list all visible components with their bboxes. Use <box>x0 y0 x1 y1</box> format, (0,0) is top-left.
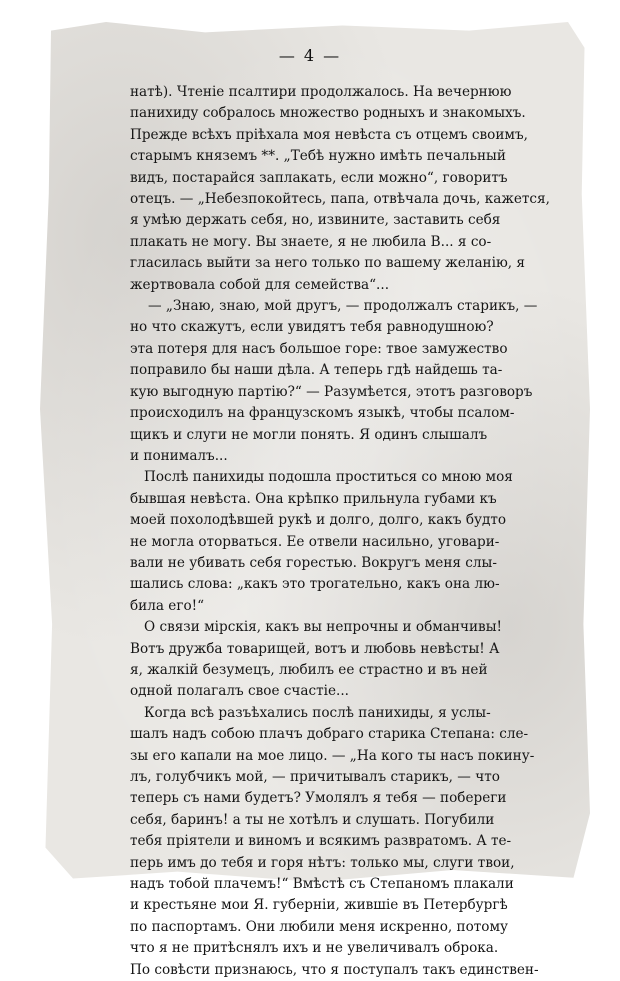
text-line: теперь съ нами будетъ? Умолялъ я тебя — побереги <box>130 790 507 807</box>
text-line: По совѣсти признаюсь, что я поступалъ такъ единствен- <box>130 961 539 978</box>
text-line: поправило бы наши дѣла. А теперь гдѣ найдешь та- <box>130 362 503 379</box>
text-line: щикъ и слуги не могли понять. Я одинъ слышалъ <box>130 426 488 443</box>
paragraph <box>130 467 550 617</box>
text-line: отецъ. — „Небезпокойтесь, папа, отвѣчала дочь, кажется, <box>130 191 550 208</box>
text-line: Прежде всѣхъ пріѣхала моя невѣста съ отцемъ своимъ, <box>130 126 528 143</box>
paragraph <box>130 296 550 467</box>
paragraph <box>130 82 550 296</box>
text-line: надъ тобой плачемъ!“ Вмѣстѣ съ Степаномъ плакали <box>130 876 514 893</box>
text-line: О связи мірскія, какъ вы непрочны и обманчивы! <box>144 619 502 636</box>
text-line: эта потеря для насъ большое горе: твое замужество <box>130 340 508 357</box>
page-number: — 4 — <box>278 46 342 65</box>
text-line: Когда всѣ разъѣхались послѣ панихиды, я услы- <box>144 704 491 721</box>
text-line: я, жалкій безумецъ, любилъ ее страстно и въ ней <box>130 661 488 678</box>
text-line: и крестьяне мои Я. губерніи, жившіе въ Петербургѣ <box>130 897 508 914</box>
text-line: моей похолодѣвшей рукѣ и долго, долго, какъ будто <box>130 512 507 529</box>
text-line: что я не притѣснялъ ихъ и не увеличивалъ оброка. <box>130 940 499 957</box>
text-line: гласилась выйти за него только по вашему желанію, я <box>130 255 526 272</box>
text-line: тебя пріятели и виномъ и всякимъ развратомъ. А те- <box>130 833 512 850</box>
text-line: бывшая невѣста. Она крѣпко прильнула губами къ <box>130 490 497 507</box>
text-line: — „Знаю, знаю, мой другъ, — продолжалъ старикъ, — <box>148 298 538 315</box>
text-line: старымъ княземъ **. „Тебѣ нужно имѣть печальный <box>130 148 506 165</box>
text-line: панихиду собралось множество родныхъ и знакомыхъ. <box>130 105 526 122</box>
text-line: вали не убивать себя горестью. Вокругъ меня слы- <box>130 554 497 571</box>
text-line: била его!“ <box>130 597 205 614</box>
text-line: перь имъ до тебя и горя нѣтъ: только мы, слуги твои, <box>130 854 515 871</box>
text-line: и понималъ... <box>130 447 228 464</box>
text-line: Вотъ дружба товарищей, вотъ и любовь невѣсты! А <box>130 640 500 657</box>
text-line: кую выгодную партію?“ — Разумѣется, этотъ разговоръ <box>130 383 533 400</box>
text-line: лъ, голубчикъ мой, — причитывалъ старикъ, — что <box>130 769 500 785</box>
text-line: шалъ надъ собою плачъ добраго старика Степана: сле- <box>130 726 529 743</box>
text-line: не могла оторваться. Ее отвели насильно, уговари- <box>130 533 500 550</box>
text-line: одной полагалъ свое счастіе... <box>130 683 350 700</box>
text-line: жертвовала собой для семейства“... <box>130 276 390 293</box>
text-line: себя, баринъ! а ты не хотѣлъ и слушать. Погубили <box>130 811 495 828</box>
text-line: я умѣю держать себя, но, извините, заставить себя <box>130 212 501 229</box>
text-line: по паспортамъ. Они любили меня искренно, потому <box>130 918 509 935</box>
text-line: зы его капали на мое лицо. — „На кого ты насъ покину- <box>130 747 535 764</box>
text-line: но что скажутъ, если увидятъ тебя равнодушною? <box>130 319 494 336</box>
text-line: плакать не могу. Вы знаете, я не любила В... я со- <box>130 233 492 250</box>
text-line: натѣ). Чтеніе псалтири продолжалось. На вечернюю <box>130 84 512 100</box>
page-body-text <box>130 82 550 981</box>
text-line: видъ, постарайся заплакать, если можно“, говоритъ <box>130 169 508 186</box>
text-line: шались слова: „какъ это трогательно, какъ она лю- <box>130 576 500 593</box>
paragraph <box>130 617 550 703</box>
text-line: Послѣ панихиды подошла проститься со мною моя <box>144 469 513 486</box>
paragraph <box>130 703 550 981</box>
text-line: происходилъ на французскомъ языкѣ, чтобы псалом- <box>130 405 515 422</box>
